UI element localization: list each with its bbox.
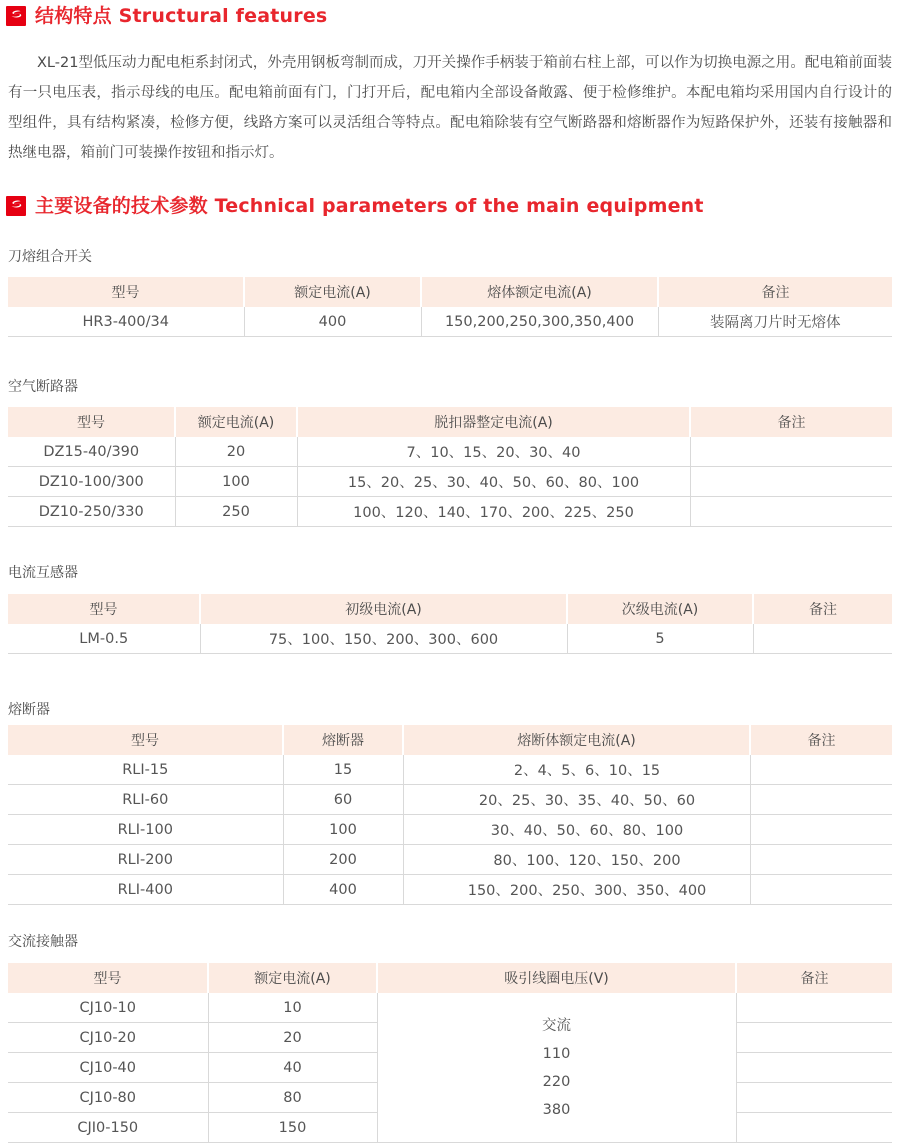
column-header: 额定电流(A) xyxy=(208,963,377,993)
column-header: 初级电流(A) xyxy=(200,594,567,624)
table-row xyxy=(8,875,892,905)
section-heading-structural-features xyxy=(6,6,327,26)
caption-text: 熔断器 xyxy=(8,702,50,718)
table-row xyxy=(8,815,892,845)
column-header: 备注 xyxy=(753,594,892,624)
cell-remark xyxy=(750,785,892,815)
cell-remark xyxy=(736,1113,892,1143)
cell-remark xyxy=(690,497,892,527)
caption-text: 电流互感器 xyxy=(8,565,78,581)
cell-model: CJ10-80 xyxy=(8,1083,208,1113)
table-air-circuit-breaker xyxy=(8,407,892,527)
table-caption-ac-contactor xyxy=(8,935,78,949)
cell-model: CJI0-150 xyxy=(8,1113,208,1143)
cell-remark xyxy=(750,845,892,875)
cell-remark xyxy=(736,1083,892,1113)
cell-primary-current: 75、100、150、200、300、600 xyxy=(200,624,567,654)
cell-model: RLI-200 xyxy=(8,845,283,875)
column-header: 脱扣器整定电流(A) xyxy=(297,407,690,437)
caption-text: 刀熔组合开关 xyxy=(8,249,92,265)
cell-fuse: 200 xyxy=(283,845,403,875)
table-knife-fuse-switch xyxy=(8,277,892,337)
cell-fuse: 15 xyxy=(283,755,403,785)
column-header: 型号 xyxy=(8,407,175,437)
column-header: 额定电流(A) xyxy=(175,407,297,437)
cell-model: CJ10-20 xyxy=(8,1023,208,1053)
cell-rated-current: 20 xyxy=(175,437,297,467)
table-row xyxy=(8,785,892,815)
caption-text: 交流接触器 xyxy=(8,934,78,950)
cell-remark xyxy=(690,467,892,497)
cell-rated-current: 250 xyxy=(175,497,297,527)
table-row xyxy=(8,993,892,1023)
cell-trip-setting-current: 7、10、15、20、30、40 xyxy=(297,437,690,467)
column-header: 次级电流(A) xyxy=(567,594,753,624)
cell-model: DZ15-40/390 xyxy=(8,437,175,467)
cell-rated-current: 80 xyxy=(208,1083,377,1113)
cell-fuse: 400 xyxy=(283,875,403,905)
cell-model: CJ10-10 xyxy=(8,993,208,1023)
cell-rated-current: 10 xyxy=(208,993,377,1023)
cell-model: RLI-400 xyxy=(8,875,283,905)
table-header-row xyxy=(8,407,892,437)
column-header: 额定电流(A) xyxy=(244,277,421,307)
cell-remark xyxy=(690,437,892,467)
table-header-row xyxy=(8,594,892,624)
red-badge-icon xyxy=(6,196,26,216)
cell-trip-setting-current: 15、20、25、30、40、50、60、80、100 xyxy=(297,467,690,497)
table-caption-air-circuit-breaker xyxy=(8,380,78,394)
cell-rated-current: 40 xyxy=(208,1053,377,1083)
table-row xyxy=(8,467,892,497)
table-row xyxy=(8,437,892,467)
cell-remark xyxy=(736,1053,892,1083)
table-header-row xyxy=(8,277,892,307)
table-row xyxy=(8,307,892,337)
caption-text: 空气断路器 xyxy=(8,379,78,395)
section-heading-technical-parameters xyxy=(6,196,704,216)
column-header: 备注 xyxy=(690,407,892,437)
column-header: 备注 xyxy=(658,277,892,307)
red-badge-icon xyxy=(6,6,26,26)
cell-remark xyxy=(736,1023,892,1053)
cell-model: RLI-60 xyxy=(8,785,283,815)
cell-fuse-element-rated-current: 150、200、250、300、350、400 xyxy=(403,875,750,905)
cell-remark xyxy=(750,755,892,785)
table-current-transformer xyxy=(8,594,892,654)
table-ac-contactor xyxy=(8,963,892,1143)
cell-fuse: 60 xyxy=(283,785,403,815)
cell-rated-current: 100 xyxy=(175,467,297,497)
table-caption-fuse xyxy=(8,703,50,717)
cell-model: RLI-15 xyxy=(8,755,283,785)
column-header: 吸引线圈电压(V) xyxy=(377,963,736,993)
cell-model: RLI-100 xyxy=(8,815,283,845)
cell-fuse-element-rated-current: 2、4、5、6、10、15 xyxy=(403,755,750,785)
cell-coil-voltage xyxy=(377,993,736,1143)
table-row xyxy=(8,624,892,654)
table-caption-knife-fuse-switch xyxy=(8,250,92,264)
cell-remark xyxy=(750,815,892,845)
cell-rated-current: 20 xyxy=(208,1023,377,1053)
table-caption-current-transformer xyxy=(8,566,78,580)
cell-fuse: 100 xyxy=(283,815,403,845)
cell-fuse-rated-current: 150,200,250,300,350,400 xyxy=(421,307,658,337)
cell-remark xyxy=(753,624,892,654)
table-row xyxy=(8,755,892,785)
cell-fuse-element-rated-current: 80、100、120、150、200 xyxy=(403,845,750,875)
cell-remark: 装隔离刀片时无熔体 xyxy=(658,307,892,337)
coil-voltage-line: 220 xyxy=(542,1073,571,1090)
table-header-row xyxy=(8,963,892,993)
column-header: 熔断体额定电流(A) xyxy=(403,725,750,755)
table-row xyxy=(8,845,892,875)
cell-trip-setting-current: 100、120、140、170、200、225、250 xyxy=(297,497,690,527)
table-row xyxy=(8,497,892,527)
cell-fuse-element-rated-current: 30、40、50、60、80、100 xyxy=(403,815,750,845)
coil-voltage-line: 380 xyxy=(542,1101,571,1118)
column-header: 熔体额定电流(A) xyxy=(421,277,658,307)
cell-remark xyxy=(736,993,892,1023)
cell-model: HR3-400/34 xyxy=(8,307,244,337)
column-header: 型号 xyxy=(8,725,283,755)
coil-voltage-line: 110 xyxy=(542,1045,571,1062)
cell-fuse-element-rated-current: 20、25、30、35、40、50、60 xyxy=(403,785,750,815)
cell-secondary-current: 5 xyxy=(567,624,753,654)
column-header: 型号 xyxy=(8,277,244,307)
column-header: 备注 xyxy=(750,725,892,755)
cell-model: DZ10-100/300 xyxy=(8,467,175,497)
cell-model: CJ10-40 xyxy=(8,1053,208,1083)
column-header: 型号 xyxy=(8,594,200,624)
cell-model: DZ10-250/330 xyxy=(8,497,175,527)
intro-paragraph: XL-21型低压动力配电柜系封闭式，外壳用钢板弯制而成，刀开关操作手柄装于箱前右柱上部，可以作为切换电源之用。配电箱前面装有一只电压表，指示母线的电压。配电箱前面有门，门打开后，配电箱内全部设备敞露、便于检修维护。本配电箱均采用国内自行设计的型组件，具有结构紧凑，检修方便，线路方案可以灵活组合等特点。配电箱除装有空气断路器和熔断器作为短路保护外，还装有接触器和热继电器，箱前门可装操作按钮和指示灯。 xyxy=(8,55,892,161)
cell-rated-current: 400 xyxy=(244,307,421,337)
table-header-row xyxy=(8,725,892,755)
cell-remark xyxy=(750,875,892,905)
section-title: 主要设备的技术参数 Technical parameters of the main equipment xyxy=(35,194,704,217)
column-header: 熔断器 xyxy=(283,725,403,755)
cell-model: LM-0.5 xyxy=(8,624,200,654)
section-title: 结构特点 Structural features xyxy=(35,4,328,27)
coil-voltage-line: 交流 xyxy=(542,1017,571,1034)
cell-rated-current: 150 xyxy=(208,1113,377,1143)
column-header: 型号 xyxy=(8,963,208,993)
table-fuse xyxy=(8,725,892,905)
column-header: 备注 xyxy=(736,963,892,993)
